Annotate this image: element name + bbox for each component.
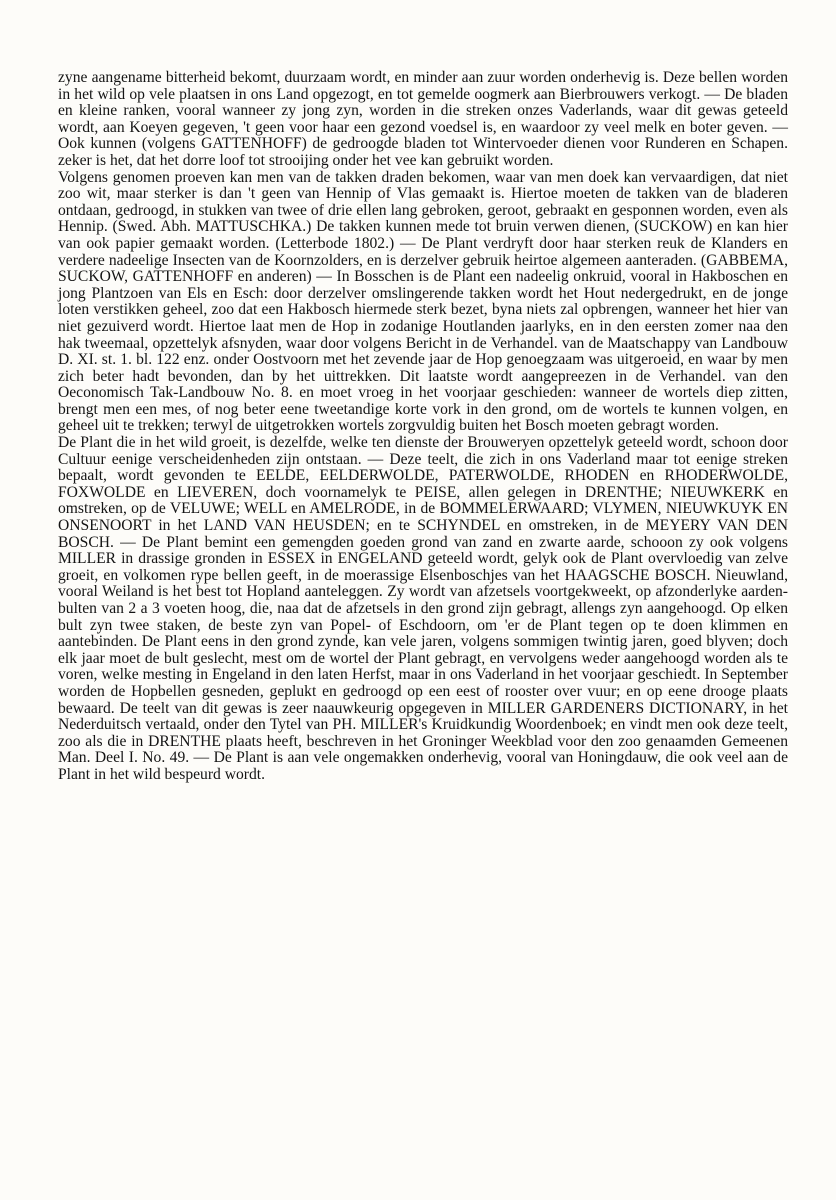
paragraph-1: zyne aangename bitterheid bekomt, duurzaam wordt, en minder aan zuur worden onderhevig is. Deze bellen worden in het wild op vele plaatsen in ons Land opgezogt, en tot gemelde oogmerk aan Bierbrouwers verkogt. — De bladen en kleine ranken, vooral wanneer zy jong zyn, worden in die streken onzes Vaderlands, waar dit gewas geteeld wordt, aan Koeyen gegeven, 't geen voor haar een gezond voedsel is, en waardoor zy veel melk en boter geven. — Ook kunnen (volgens GATTENHOFF) de gedroogde bladen tot Wintervoeder dienen voor Runderen en Schapen. zeker is het, dat het dorre loof tot strooijing onder het vee kan gebruikt worden. bbox=[58, 69, 788, 169]
paragraph-2: Volgens genomen proeven kan men van de takken draden bekomen, waar van men doek kan vervaardigen, dat niet zoo wit, maar sterker is dan 't geen van Hennip of Vlas gemaakt is. Hiertoe moeten de takken van de bladeren ontdaan, gedroogd, in stukken van twee of drie ellen lang gebroken, geroot, gebraakt en gesponnen worden, even als Hennip. (Swed. Abh. MATTUSCHKA.) De takken kunnen mede tot bruin verwen dienen, (SUCKOW) en kan hier van ook papier gemaakt worden. (Letterbode 1802.) — De Plant verdryft door haar sterken reuk de Klanders en verdere nadeelige Insecten van de Koornzolders, en is derzelver gebruik heirtoe algemeen aanteraden. (GABBEMA, SUCKOW, GATTENHOFF en anderen) — In Bosschen is de Plant een nadeelig onkruid, vooral in Hakboschen en jong Plantzoen van Els en Esch: door derzelver omslingerende takken wordt het Hout nedergedrukt, en de jonge loten verstikken geheel, zoo dat een Hakbosch hiermede sterk bezet, byna niets zal opbrengen, wanneer het hier van niet gezuiverd wordt. Hiertoe laat men de Hop in zodanige Houtlanden jaarlyks, en in den eersten zomer naa den hak tweemaal, opzettelyk afsnyden, waar door volgens Bericht in de Verhandel. van de Maatschappy van Landbouw D. XI. st. 1. bl. 122 enz. onder Oostvoorn met het zevende jaar de Hop genoegzaam was uitgeroeid, en waar by men zich beter hadt bevonden, dan by het uittrekken. Dit laatste wordt aangepreezen in de Verhandel. van den Oeconomisch Tak-Landbouw No. 8. en moet vroeg in het voorjaar geschieden: wanneer de wortels diep zitten, brengt men een mes, of nog beter eene tweetandige korte vork in den grond, om de wortels te kunnen volgen, en geheel uit te trekken; terwyl de uitgetrokken wortels zorgvuldig buiten het Bosch moeten gebragt worden. bbox=[58, 168, 788, 435]
paragraph-3: De Plant die in het wild groeit, is dezelfde, welke ten dienste der Brouweryen opzettelyk geteeld wordt, schoon door Cultuur eenige verscheidenheden zijn ontstaan. — Deze teelt, die zich in ons Vaderland maar tot eenige streken bepaalt, wordt gevonden te EELDE, EELDERWOLDE, PATERWOLDE, RHODEN en RHODERWOLDE, FOXWOLDE en LIEVEREN, doch voornamelyk te PEISE, allen gelegen in DRENTHE; NIEUWKERK en omstreken, op de VELUWE; WELL en AMELRODE, in de BOMMELERWAARD; VLYMEN, NIEUWKUYK EN ONSENOORT in het LAND VAN HEUSDEN; en te SCHYNDEL en omstreken, in de MEYERY VAN DEN BOSCH. — De Plant bemint een gemengden goeden grond van zand en zwarte aarde, schooon zy ook volgens MILLER in drassige gronden in ESSEX in ENGELAND geteeld wordt, gelyk ook de Plant overvloedig van zelve groeit, en volkomen rype bellen geeft, in de moerassige Elsenboschjes van het HAAGSCHE BOSCH. Nieuwland, vooral Weiland is het best tot Hopland aanteleggen. Zy wordt van afzetsels voortgekweekt, op afzonderlyke aarden-bulten van 2 a 3 voeten hoog, die, naa dat de afzetsels in den grond zijn gebragt, allengs zyn aangehoogd. Op elken bult zyn twee staken, de beste zyn van Popel- of Eschdoorn, om 'er de Plant tegen op te doen klimmen en aantebinden. De Plant eens in den grond zynde, kan vele jaren, volgens sommigen twintig jaren, goed blyven; doch elk jaar moet de bult geslecht, mest om de wortel der Plant gebragt, en vervolgens weder aangehoogd worden als te voren, welke mesting in Engeland in den laten Herfst, maar in ons Vaderland in het voorjaar geschiedt. In September worden de Hopbellen gesneden, geplukt en gedroogd op een eest of rooster over vuur; en op eene drooge plaats bewaard. De teelt van dit gewas is zeer naauwkeurig opgegeven in MILLER GARDENERS DICTIONARY, in het Nederduitsch vertaald, onder den Tytel van PH. MILLER's Kruidkundig Woordenboek; en vindt men ook deze teelt, zoo als die in DRENTHE plaats heeft, beschreven in het Groninger Weekblad voor den zoo genaamden Gemeenen Man. Deel I. No. 49. — De Plant is aan vele ongemakken onderhevig, vooral van Honingdauw, die ook veel aan de Plant in het wild bespeurd wordt. bbox=[58, 434, 788, 783]
